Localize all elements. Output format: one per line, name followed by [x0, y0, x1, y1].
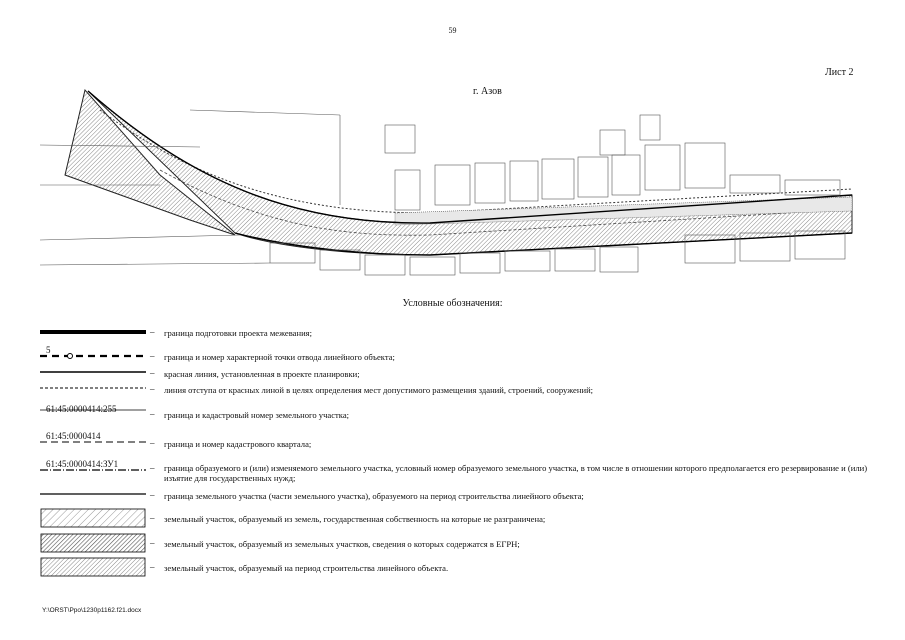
legend-text: граница и номер характерной точки отвода линейного объекта;: [164, 352, 395, 362]
legend-text: линия отступа от красных линой в целях определения мест допустимого размещения зданий, строений, сооружений;: [164, 385, 594, 395]
legend-symbol-label: 61:45:0000414: [46, 431, 101, 441]
legend-text: красная линия, установленная в проекте планировки;: [164, 369, 360, 379]
legend-row-red-line: – красная линия, установленная в проекте планировки;: [40, 366, 880, 386]
legend-text: земельный участок, образуемый из земель, государственная собственность на которые не разграничена;: [164, 514, 546, 524]
dark-hatch-swatch: [40, 533, 146, 553]
legend-symbol-label: 5: [46, 345, 51, 355]
dashed-point-symbol: [40, 346, 146, 366]
legend-row-parcel-boundary: 61:45:0000414:255 – граница и кадастровый номер земельного участка;: [40, 400, 880, 420]
parcel-triangle: [65, 90, 235, 235]
city-label: г. Азов: [473, 86, 502, 97]
setback-line-symbol: [40, 381, 146, 401]
legend-row-survey-boundary: – граница подготовки проекта межевания;: [40, 324, 880, 344]
legend-text: земельный участок, образуемый из земельных участков, сведения о которых содержатся в ЕГРН;: [164, 539, 520, 549]
sheet-label: Лист 2: [825, 67, 854, 78]
legend-text: граница образуемого и (или) изменяемого земельного участка, условный номер образуемого земельного участка, в том числе в отношении которого предполагается его резервирование и (или) изъятие для государственных нужд;: [164, 463, 868, 483]
parcel-line-symbol: [40, 400, 146, 420]
legend-text: земельный участок, образуемый на период строительства линейного объекта.: [164, 563, 449, 573]
legend-text: граница и номер кадастрового квартала;: [164, 439, 312, 449]
temporary-line-symbol: [40, 488, 146, 508]
cadastral-map: [40, 85, 855, 285]
quarter-line-symbol: [40, 430, 146, 450]
legend-text: граница и кадастровый номер земельного участка;: [164, 410, 350, 420]
legend-row-state-land: – земельный участок, образуемый из земель, государственная собственность на которые не разграничена;: [40, 508, 880, 528]
legend-row-construction-land: – земельный участок, образуемый на период строительства линейного объекта.: [40, 557, 880, 577]
legend-row-quarter-boundary: 61:45:0000414 – граница и номер кадастрового квартала;: [40, 430, 880, 450]
thick-line-symbol: [40, 324, 146, 344]
legend-symbol-label: 61:45:0000414:255: [46, 404, 117, 414]
legend-row-egrn-land: – земельный участок, образуемый из земельных участков, сведения о которых содержатся в ЕГРН;: [40, 533, 880, 553]
legend-symbol-label: 61:45:0000414:ЗУ1: [46, 459, 119, 469]
new-parcel-line-symbol: [40, 458, 146, 478]
legend-row-new-parcel: 61:45:0000414:ЗУ1 – граница образуемого и (или) изменяемого земельного участка, условный номер образуемого земельного участка, в том числе в отношении которого предполагается его резервирование и (или) изъятие для государственных нужд;: [40, 458, 880, 478]
legend-title: Условные обозначения:: [402, 298, 503, 309]
legend-text: граница подготовки проекта межевания;: [164, 328, 313, 338]
legend-text: граница земельного участка (части земельного участка), образуемого на период строительства линейного объекта;: [164, 491, 584, 501]
legend-row-temporary-parcel: – граница земельного участка (части земельного участка), образуемого на период строительства линейного объекта;: [40, 488, 880, 508]
footer-path: Y:\ORST\Ppo\1230p1162.f21.docx: [42, 607, 142, 614]
medium-hatch-swatch: [40, 557, 146, 577]
legend-row-setback-line: – линия отступа от красных линой в целях определения мест допустимого размещения зданий, строений, сооружений;: [40, 381, 880, 401]
light-hatch-swatch: [40, 508, 146, 528]
page-number: 59: [448, 26, 457, 35]
legend-row-point-boundary: 5 – граница и номер характерной точки отвода линейного объекта;: [40, 346, 880, 366]
